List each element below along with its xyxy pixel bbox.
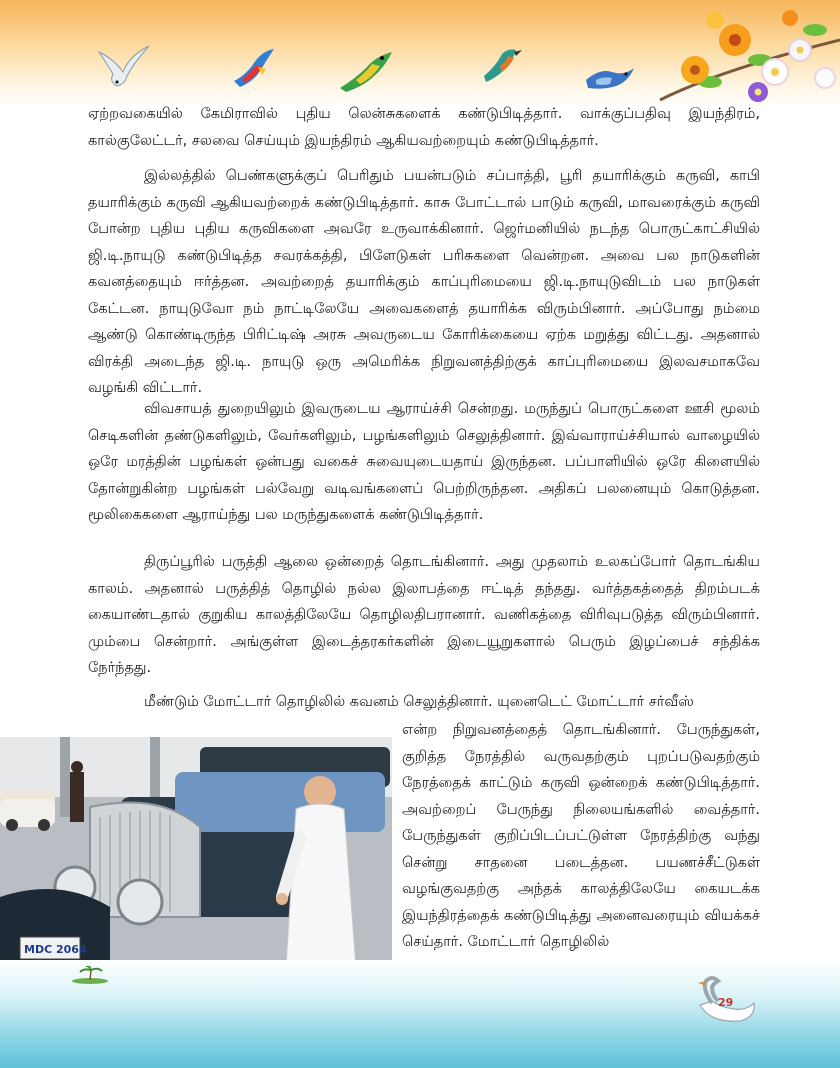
seagull-icon xyxy=(95,42,153,90)
vintage-car-photo xyxy=(0,737,392,967)
museum-scene-illustration xyxy=(0,737,392,967)
kingfisher-icon xyxy=(478,44,522,86)
paragraph-3: விவசாயத் துறையிலும் இவருடைய ஆராய்ச்சி சென்றது. மருந்துப் பொருட்களை ஊசி மூலம் செடிகளின் தண்டுகளிலும், வேர்களிலும், பழங்களிலும் செலுத்தினார். இவ்வாராய்ச்சியால் வாழையில் ஒரே மரத்தின் பழங்கள் ஒன்பது வகைச் சுவையுடையதாய் இருந்தன. பப்பாளியில் ஒரே கிளையில் தோன்றுகின்ற பழங்கள் பல்வேறு வடிவங்களைப் பெற்றிருந்தன. அதிகப் பலனையும் கொடுத்தன. மூலிகைகளை ஆராய்ந்து பல மருந்துகளைக் கண்டுபிடித்தார். xyxy=(88,401,760,523)
paragraph-4: திருப்பூரில் பருத்தி ஆலை ஒன்றைத் தொடங்கினார். அது முதலாம் உலகப்போர் தொடங்கிய காலம். அதனால் பருத்தித் தொழில் நல்ல இலாபத்தை ஈட்டித் தந்தது. வர்த்தகத்தைத் திறம்படக் கையாண்டதால் குறுகிய காலத்திலேயே தொழிலதிபரானார். வணிகத்தை விரிவுபடுத்த விரும்பினார். மும்பை சென்றார். அங்குள்ள இடைத்தரகர்களின் இடையூறுகளால் பெரும் இழப்பைச் சந்திக்க நேர்ந்தது. xyxy=(88,554,760,676)
green-parrot-icon xyxy=(336,44,396,96)
blue-jay-icon xyxy=(582,58,638,100)
paragraph-5-start: மீண்டும் மோட்டார் தொழிலில் கவனம் செலுத்தினார். யுனைடெட் மோட்டார் சர்வீஸ் xyxy=(144,694,694,710)
palm-island-icon xyxy=(70,966,110,984)
macaw-icon xyxy=(228,45,278,91)
flower-cluster-icon xyxy=(640,0,840,115)
paragraph-1: ஏற்றவகையில் கேமிராவில் புதிய லென்சுகளைக் கண்டுபிடித்தார். வாக்குப்பதிவு இயந்திரம், கால்குலேட்டர், சலவை செய்யும் இயந்திரம் ஆகியவற்றையும் கண்டுபிடித்தார். xyxy=(88,106,760,149)
paragraph-2: இல்லத்தில் பெண்களுக்குப் பெரிதும் பயன்படும் சப்பாத்தி, பூரி தயாரிக்கும் கருவி, காபி தயாரிக்கும் கருவி ஆகியவற்றைக் கண்டுபிடித்தார். காசு போட்டால் பாடும் கருவி, மாவரைக்கும் கருவி போன்ற புதிய புதிய கருவிகளை அவரே உருவாக்கினார். ஜெர்மனியில் நடந்த பொருட்காட்சியில் ஜி.டி.நாயுடு கண்டுபிடித்த சவரக்கத்தி, பிளேடுகள் பரிசுகளை வென்றன. அவை பல நாடுகளின் கவனத்தையும் ஈர்த்தன. அவற்றைத் தயாரிக்கும் காப்புரிமையை ஜி.டி.நாயுடுவிடம் பல நாடுகள் கேட்டன. நாயுடுவோ நம் நாட்டிலேயே அவைகளைத் தயாரிக்க விரும்பினார். அப்போது நம்மை ஆண்டு கொண்டிருந்த பிரிட்டிஷ் அரசு அவருடைய கோரிக்கையை ஏற்க மறுத்து விட்டது. அதனால் விரக்தி அடைந்த ஜி.டி. நாயுடு ஒரு அமெரிக்க நிறுவனத்திற்குக் காப்புரிமையை இலவசமாகவே வழங்கி விட்டார். xyxy=(88,168,760,396)
paragraph-5-continued: என்ற நிறுவனத்தைத் தொடங்கினார். பேருந்துகள், குறித்த நேரத்தில் வருவதற்கும் புறப்படுவதற்கும் நேரத்தைக் காட்டும் கருவி ஒன்றைக் கண்டுபிடித்தார். அவற்றைப் பேருந்து நிலையங்களில் வைத்தார். பேருந்துகள் குறிப்பிடப்பட்டுள்ள நேரத்திற்கு வந்து சென்று சாதனை படைத்தன. பயணச்சீட்டுகள் வழங்குவதற்கு அந்தக் காலத்திலேயே கையடக்க இயந்திரத்தைக் கண்டுபிடித்து அனைவரையும் வியக்கச் செய்தார். மோட்டார் தொழிலில் xyxy=(402,722,760,950)
page-number: 29 xyxy=(718,996,734,1009)
license-plate: MDC 2064 xyxy=(24,943,87,956)
